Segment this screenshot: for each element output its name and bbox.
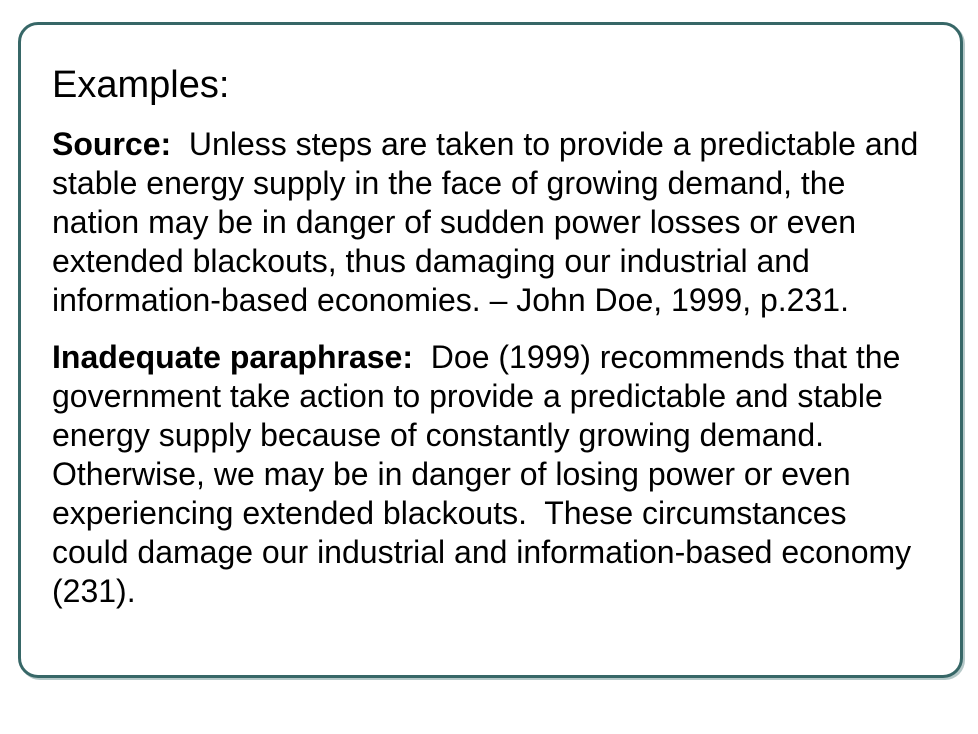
- source-text: Unless steps are taken to provide a predictable and stable energy supply in the face of growing demand, the nation may be in danger of sudden power losses or even extended blackouts, thus damaging our industrial and information-based economies. – John Doe, 1999, p.231.: [52, 126, 928, 318]
- inadequate-paraphrase-text: Doe (1999) recommends that the government take action to provide a predictable and stable energy supply because of constantly growing demand. Otherwise, we may be in danger of losing power or even experiencing extended blackouts. These circumstances could damage our industrial and information-based economy (231).: [52, 339, 921, 609]
- inadequate-paraphrase-paragraph: [52, 338, 929, 611]
- inadequate-paraphrase-label: Inadequate paraphrase:: [52, 339, 413, 375]
- slide-title: Examples:: [52, 64, 230, 106]
- source-paragraph: [52, 125, 929, 320]
- slide-frame: [18, 22, 963, 678]
- source-label: Source:: [52, 126, 172, 162]
